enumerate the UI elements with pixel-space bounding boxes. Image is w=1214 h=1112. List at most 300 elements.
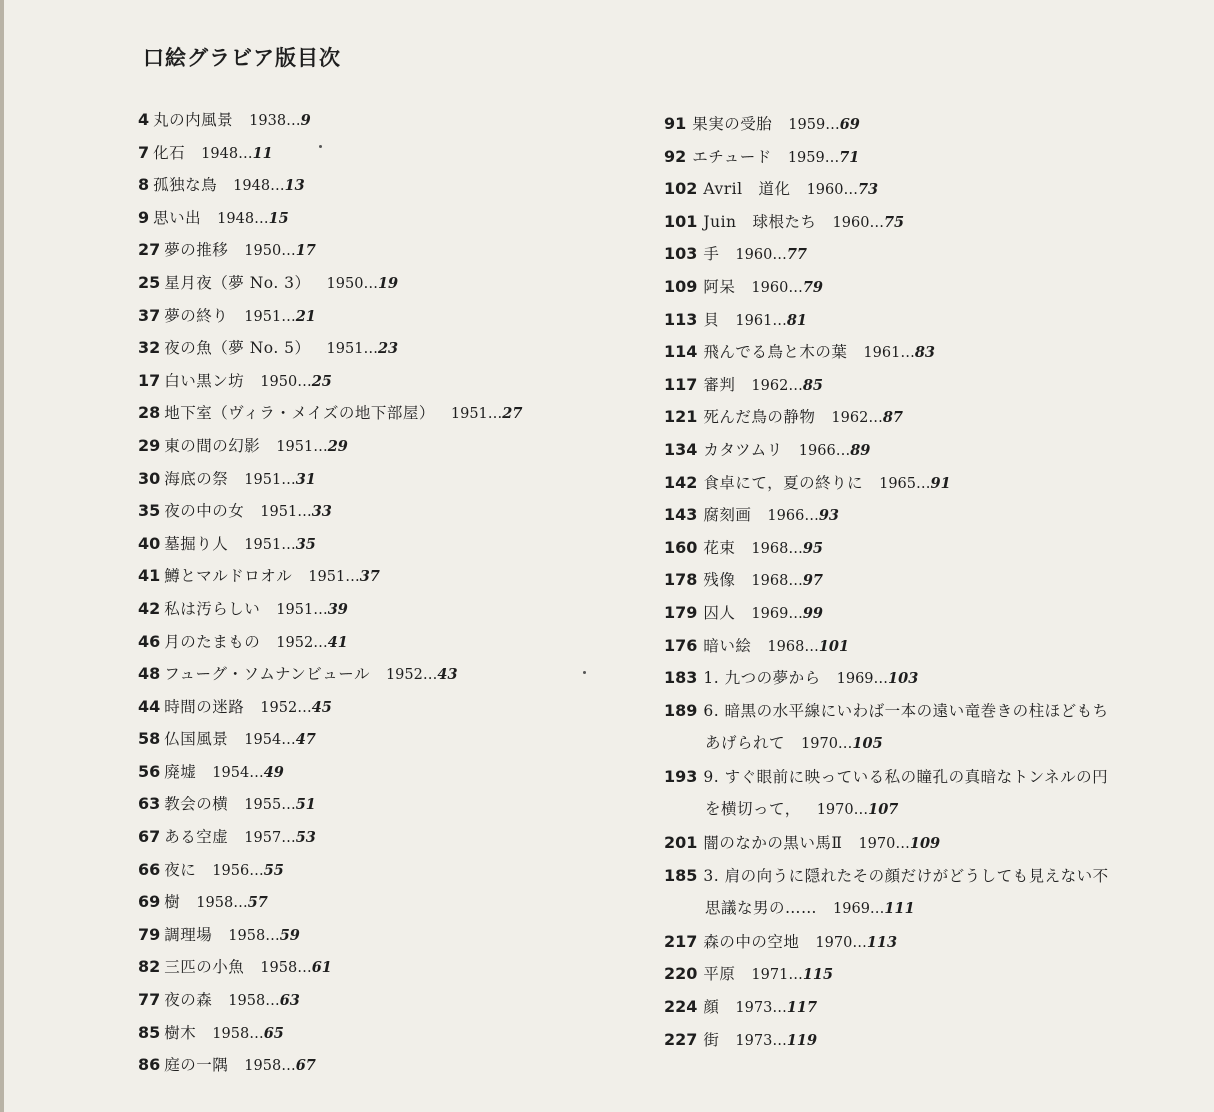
entry-separator: … (254, 210, 269, 227)
entry-separator: … (788, 279, 803, 296)
entry-title: 鱒とマルドロオル (164, 567, 293, 586)
entry-year: 1968 (751, 573, 789, 590)
entry-year: 1957 (244, 830, 282, 847)
entry-separator: … (772, 1000, 787, 1017)
entry-separator: … (804, 508, 819, 525)
entry-title: 調理場 (164, 925, 213, 944)
toc-entry (664, 401, 1144, 434)
entry-number: 25 (138, 272, 161, 292)
entry-page: 43 (437, 666, 458, 684)
entry-separator: … (869, 214, 884, 231)
entry-number: 9 (138, 207, 150, 227)
entry-separator: … (900, 345, 915, 362)
entry-title: 海底の祭 (164, 469, 229, 488)
toc-entry (664, 991, 1144, 1024)
entry-number: 102 (664, 179, 698, 199)
entry-title: 時間の迷路 (164, 697, 245, 716)
entry-year: 1968 (751, 540, 789, 557)
entry-page: 119 (786, 1031, 818, 1049)
entry-number: 160 (664, 537, 698, 557)
entry-number: 79 (138, 924, 161, 944)
toc-entry (138, 202, 522, 235)
entry-number: 193 (664, 766, 698, 786)
entry-page: 37 (359, 568, 380, 586)
toc-entry (138, 593, 522, 626)
entry-page: 61 (311, 959, 332, 977)
entry-number: 37 (138, 305, 161, 325)
entry-year: 1948 (233, 178, 271, 195)
entry-year: 1966 (767, 508, 805, 525)
entry-page: 75 (883, 213, 905, 231)
toc-entry (664, 141, 1144, 174)
entry-number: 179 (664, 602, 698, 622)
entry-separator: … (825, 117, 840, 133)
entry-page: 93 (818, 507, 840, 525)
entry-year: 1969 (836, 671, 874, 688)
entry-title-line2: 思議な男の…… (705, 899, 818, 918)
entry-page: 79 (802, 278, 824, 296)
entry-page: 89 (850, 441, 871, 459)
entry-title: 3. 肩の向うに隠れたその顔だけがどうしても見えない不 (703, 866, 1109, 885)
entry-year: 1969 (751, 605, 789, 622)
entry-separator: … (281, 243, 296, 260)
entry-separator: … (297, 699, 312, 716)
entry-number: 176 (664, 635, 698, 655)
entry-title: 手 (703, 245, 720, 264)
toc-entry (138, 951, 522, 984)
entry-title: 星月夜（夢 No. 3） (164, 273, 311, 292)
toc-entry (664, 336, 1144, 369)
entry-title: 闇のなかの黒い馬Ⅱ (703, 834, 843, 853)
toc-entry (138, 104, 522, 137)
toc-entry (138, 495, 522, 528)
entry-page: 45 (311, 698, 332, 716)
entry-year: 1968 (767, 638, 805, 655)
toc-entry (138, 463, 522, 496)
toc-entry (664, 304, 1144, 337)
entry-title: 果実の受胎 (692, 115, 773, 133)
entry-year: 1960 (832, 214, 870, 231)
toc-entry (664, 369, 1144, 402)
entry-title: 審判 (703, 375, 736, 394)
toc-right-column (664, 108, 1144, 1056)
entry-number: 114 (664, 342, 698, 362)
entry-page: 57 (247, 894, 268, 912)
toc-entry (138, 691, 522, 724)
entry-number: 92 (664, 146, 687, 166)
entry-title: 6. 暗黒の水平線にいわば一本の遠い竜巻きの柱ほどもち (703, 701, 1109, 720)
entry-separator: … (345, 569, 360, 586)
entry-title: 花束 (703, 538, 736, 557)
entry-separator: … (852, 934, 867, 951)
entry-separator: … (297, 504, 312, 521)
entry-year: 1954 (212, 764, 250, 781)
entry-page: 53 (295, 829, 316, 847)
toc-entry (138, 886, 522, 919)
entry-year: 1958 (212, 1025, 250, 1042)
entry-title: 丸の内風景 (153, 111, 234, 129)
entry-title: 化石 (153, 143, 186, 162)
entry-page: 33 (311, 503, 332, 521)
toc-entry (138, 821, 522, 854)
entry-title: 9. すぐ眼前に映っている私の瞳孔の真暗なトンネルの円 (703, 767, 1109, 786)
entry-page: 25 (311, 372, 332, 390)
entry-page: 17 (295, 242, 316, 260)
entry-title-continuation (664, 892, 1144, 926)
entry-year: 1970 (858, 836, 896, 853)
toc-entry (664, 206, 1144, 239)
entry-number: 183 (664, 668, 698, 688)
entry-page: 29 (327, 437, 348, 455)
toc-entry (138, 756, 522, 789)
toc-entry (664, 695, 1144, 761)
entry-separator: … (249, 862, 264, 879)
entry-separator: … (772, 1032, 787, 1049)
toc-entry (138, 1017, 522, 1050)
entry-number: 220 (664, 964, 698, 984)
entry-separator: … (313, 634, 328, 651)
entry-page: 51 (295, 796, 316, 814)
entry-page: 117 (786, 999, 818, 1017)
entry-title-continuation (664, 793, 1144, 827)
entry-number: 103 (664, 244, 698, 264)
entry-title: 顔 (703, 998, 720, 1017)
entry-year: 1948 (201, 145, 239, 162)
entry-number: 67 (138, 827, 161, 847)
toc-entry (664, 271, 1144, 304)
entry-number: 8 (138, 175, 150, 195)
entry-number: 17 (138, 370, 161, 390)
entry-year: 1952 (385, 667, 423, 684)
entry-year: 1971 (751, 967, 789, 984)
entry-separator: … (824, 149, 840, 166)
entry-separator: … (788, 540, 803, 557)
toc-entry (664, 630, 1144, 663)
entry-separator: … (788, 377, 803, 394)
toc-entry (138, 267, 522, 300)
entry-number: 35 (138, 501, 161, 521)
entry-title: 森の中の空地 (703, 932, 800, 951)
entry-title: フューグ・ソムナンビュール (164, 665, 370, 684)
entry-year: 1951 (244, 471, 282, 488)
entry-page: 101 (818, 637, 850, 655)
entry-title: 教会の横 (164, 795, 229, 814)
entry-page: 55 (263, 861, 284, 879)
entry-title: 暗い絵 (703, 636, 752, 655)
entry-separator: … (869, 901, 885, 918)
toc-entry (664, 467, 1144, 500)
toc-entry (138, 430, 522, 463)
entry-number: 189 (664, 700, 698, 720)
entry-title: 1. 九つの夢から (703, 669, 821, 688)
entry-title: 阿呆 (703, 277, 736, 296)
entry-number: 4 (138, 110, 150, 129)
entry-number: 63 (138, 794, 161, 814)
entry-title: 地下室（ヴィラ・メイズの地下部屋） (164, 404, 435, 423)
entry-number: 224 (664, 997, 698, 1017)
entry-page: 71 (839, 148, 860, 166)
entry-separator: … (853, 802, 869, 819)
entry-number: 82 (138, 957, 161, 977)
entry-separator: … (281, 1058, 296, 1075)
entry-page: 15 (268, 209, 289, 227)
entry-title: 思い出 (153, 208, 202, 227)
toc-entry (664, 958, 1144, 991)
entry-title: 孤独な鳥 (153, 176, 218, 195)
paper-speck (319, 145, 322, 148)
entry-number: 109 (664, 276, 698, 296)
entry-title: 夜の中の女 (164, 502, 245, 521)
entry-year: 1969 (833, 901, 870, 918)
entry-separator: … (895, 836, 910, 853)
entry-number: 142 (664, 472, 698, 492)
entry-year: 1948 (217, 210, 255, 227)
entry-year: 1950 (260, 373, 298, 390)
entry-separator: … (313, 438, 328, 455)
entry-page: 67 (295, 1057, 316, 1075)
entry-title: 平原 (703, 965, 736, 984)
entry-separator: … (363, 275, 378, 292)
entry-number: 86 (138, 1055, 161, 1075)
toc-entry (664, 926, 1144, 959)
entry-separator: … (233, 895, 248, 912)
entry-page: 107 (868, 801, 899, 819)
entry-separator: … (238, 145, 253, 162)
toc-entry (138, 528, 522, 561)
entry-year: 1958 (228, 927, 266, 944)
entry-title: 樹木 (164, 1023, 197, 1042)
toc-entry (664, 499, 1144, 532)
entry-page: 113 (866, 933, 898, 951)
entry-page: 63 (279, 992, 300, 1010)
entry-year: 1966 (798, 442, 836, 459)
entry-page: 13 (284, 177, 305, 195)
entry-separator: … (835, 442, 851, 459)
entry-title: ある空虚 (164, 828, 229, 847)
entry-year: 1951 (276, 438, 314, 455)
entry-page: 77 (786, 246, 808, 264)
entry-title: 樹 (164, 893, 181, 912)
entry-separator: … (249, 1025, 264, 1042)
entry-title: 墓掘り人 (164, 534, 229, 553)
entry-year: 1970 (816, 802, 854, 819)
entry-separator: … (772, 247, 787, 264)
entry-separator: … (297, 960, 312, 977)
entry-title: 仏国風景 (164, 730, 229, 749)
toc-entry (138, 626, 522, 659)
toc-entry (138, 854, 522, 887)
entry-year: 1951 (276, 601, 314, 618)
entry-year: 1960 (751, 279, 789, 296)
entry-page: 81 (786, 311, 808, 329)
entry-separator: … (249, 764, 264, 781)
entry-title: 食卓にて，夏の終りに (703, 473, 864, 492)
entry-number: 32 (138, 338, 161, 358)
entry-title: 三匹の小魚 (164, 958, 245, 977)
entry-separator: … (281, 308, 296, 325)
toc-entry (138, 658, 522, 691)
entry-number: 46 (138, 631, 161, 651)
entry-title: 囚人 (703, 603, 736, 622)
entry-page: 109 (909, 835, 941, 853)
entry-number: 41 (138, 566, 161, 586)
entry-number: 134 (664, 439, 698, 459)
entry-number: 40 (138, 533, 161, 553)
entry-page: 9 (300, 112, 311, 129)
toc-entry (664, 238, 1144, 271)
toc-entry (138, 723, 522, 756)
entry-number: 217 (664, 931, 698, 951)
entry-page: 69 (839, 116, 860, 133)
toc-entry (138, 300, 522, 333)
entry-title: 白い黒ン坊 (164, 371, 245, 390)
entry-page: 115 (802, 966, 834, 984)
entry-year: 1952 (276, 634, 314, 651)
entry-separator: … (843, 182, 858, 199)
entry-number: 27 (138, 240, 161, 260)
entry-number: 48 (138, 664, 161, 684)
entry-year: 1951 (260, 504, 298, 521)
entry-title: 私は汚らしい (164, 599, 261, 618)
entry-title: 飛んでる鳥と木の葉 (703, 343, 848, 362)
entry-number: 101 (664, 211, 698, 231)
entry-page: 95 (802, 539, 824, 557)
toc-entry (664, 532, 1144, 565)
entry-year: 1951 (244, 308, 282, 325)
entry-title: 夢の推移 (164, 241, 229, 260)
entry-title: Juin 球根たち (703, 212, 817, 231)
entry-title: 廃墟 (164, 762, 197, 781)
entry-year: 1960 (735, 247, 773, 264)
toc-entry (138, 984, 522, 1017)
entry-number: 201 (664, 833, 698, 853)
toc-entry (138, 234, 522, 267)
toc-entry (664, 662, 1144, 695)
toc-entry (138, 788, 522, 821)
entry-page: 97 (802, 572, 824, 590)
entry-year: 1960 (806, 182, 844, 199)
entry-separator: … (281, 732, 296, 749)
entry-year: 1970 (815, 934, 853, 951)
entry-page: 91 (930, 474, 951, 492)
entry-year: 1973 (735, 1000, 773, 1017)
entry-number: 7 (138, 142, 150, 162)
entry-number: 85 (138, 1022, 161, 1042)
entry-page: 27 (502, 405, 523, 423)
entry-title: 夢の終り (164, 306, 229, 325)
entry-year: 1958 (196, 895, 234, 912)
toc-entry (664, 827, 1144, 860)
entry-separator: … (916, 475, 931, 492)
toc-entry (138, 919, 522, 952)
entry-title: 月のたまもの (164, 632, 261, 651)
entry-number: 58 (138, 729, 161, 749)
entry-page: 49 (263, 763, 284, 781)
entry-separator: … (297, 373, 312, 390)
entry-title: 残像 (703, 571, 736, 590)
entry-page: 23 (377, 340, 399, 358)
entry-number: 77 (138, 990, 161, 1010)
entry-separator: … (837, 736, 853, 753)
entry-year: 1951 (450, 406, 488, 423)
entry-page: 99 (802, 604, 824, 622)
toc-entry (664, 173, 1144, 206)
entry-title-continuation (664, 727, 1144, 761)
entry-year: 1951 (326, 341, 364, 358)
entry-title: 東の間の幻影 (164, 436, 261, 455)
entry-number: 113 (664, 309, 698, 329)
entry-separator: … (772, 312, 787, 329)
entry-separator: … (804, 638, 819, 655)
entry-number: 69 (138, 892, 161, 912)
entry-number: 121 (664, 407, 698, 427)
entry-title: 腐刻画 (703, 506, 752, 525)
entry-page: 41 (327, 633, 348, 651)
entry-separator: … (313, 601, 328, 618)
entry-separator: … (281, 536, 296, 553)
entry-page: 47 (295, 731, 316, 749)
paper-speck (583, 671, 586, 674)
entry-separator: … (788, 967, 803, 984)
entry-year: 1954 (244, 732, 282, 749)
toc-entry (664, 564, 1144, 597)
entry-title-line2: を横切って， (705, 800, 801, 819)
page-title: 口絵グラビア版目次 (143, 46, 341, 70)
entry-page: 11 (252, 144, 273, 162)
entry-year: 1951 (308, 569, 346, 586)
entry-page: 35 (295, 535, 316, 553)
entry-number: 30 (138, 468, 161, 488)
entry-number: 117 (664, 374, 698, 394)
toc-entry (138, 365, 522, 398)
entry-title: 庭の一隅 (164, 1056, 229, 1075)
toc-entry (138, 560, 522, 593)
entry-number: 143 (664, 505, 698, 525)
entry-page: 111 (884, 900, 915, 918)
entry-page: 19 (377, 274, 399, 292)
entry-separator: … (270, 178, 285, 195)
entry-year: 1965 (879, 475, 917, 492)
entry-separator: … (281, 830, 296, 847)
entry-page: 21 (295, 307, 316, 325)
entry-title: Avril 道化 (703, 180, 791, 199)
entry-page: 85 (802, 376, 824, 394)
entry-title: 夜の魚（夢 No. 5） (164, 339, 311, 358)
entry-page: 105 (852, 735, 883, 753)
entry-year: 1962 (831, 410, 869, 427)
entry-year: 1961 (735, 312, 773, 329)
entry-year: 1961 (863, 345, 901, 362)
entry-year: 1958 (260, 960, 298, 977)
toc-entry (138, 137, 522, 170)
entry-year: 1973 (735, 1032, 773, 1049)
page-edge-shadow (0, 0, 4, 1112)
entry-title: 貝 (703, 310, 720, 329)
toc-entry (664, 860, 1144, 926)
toc-entry (138, 169, 522, 202)
entry-year: 1956 (212, 862, 250, 879)
entry-title: カタツムリ (703, 440, 783, 459)
toc-entry (138, 332, 522, 365)
entry-separator: … (873, 671, 889, 688)
entry-title: 死んだ鳥の静物 (703, 408, 816, 427)
entry-number: 178 (664, 570, 698, 590)
toc-entry (664, 597, 1144, 630)
entry-year: 1950 (326, 275, 364, 292)
entry-page: 87 (882, 409, 904, 427)
entry-page: 65 (263, 1024, 284, 1042)
entry-number: 56 (138, 761, 161, 781)
